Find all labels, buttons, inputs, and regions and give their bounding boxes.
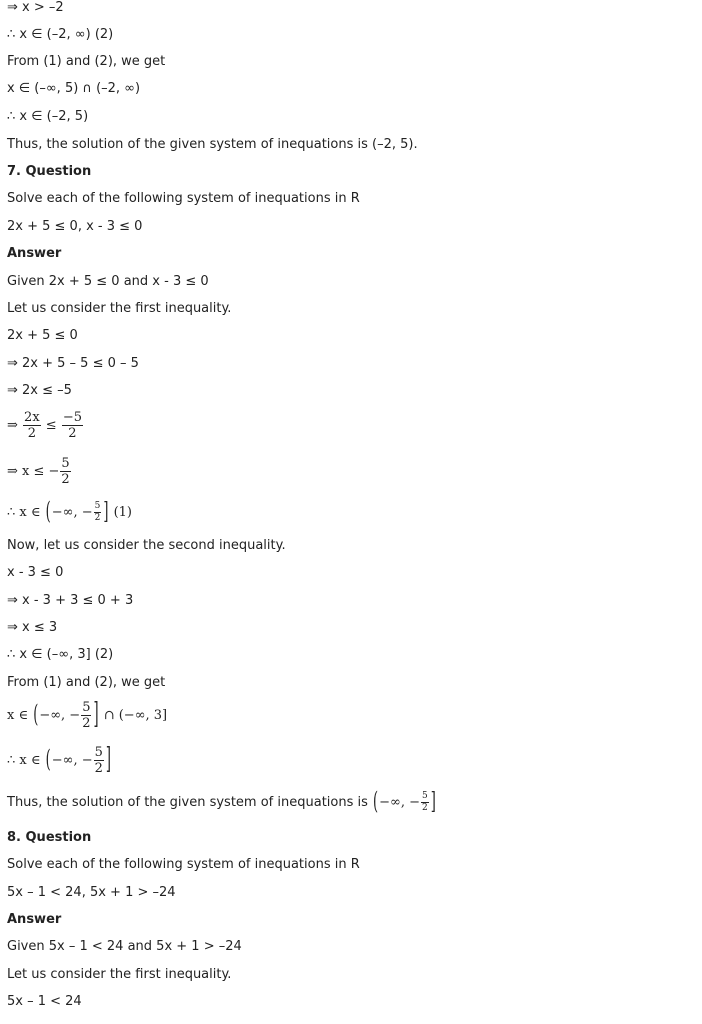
step-line: 5x – 1 < 24 (7, 994, 82, 1009)
conclusion-line: Thus, the solution of the given system of inequations is (−∞, − $\frac{5}{2}$ ] (7, 788, 436, 817)
arrow-symbol: ⇒ (7, 418, 18, 433)
answer-label: Answer (7, 912, 62, 927)
step-line: ⇒ 2x ≤ –5 (7, 383, 72, 398)
step-line: From (1) and (2), we get (7, 675, 166, 690)
step-line: ⇒ 2x + 5 – 5 ≤ 0 – 5 (7, 356, 139, 371)
answer-label: Answer (7, 246, 62, 261)
question-heading: 8. Question (7, 830, 92, 845)
step-line: ⇒ x ≤ 3 (7, 620, 58, 635)
step-line: ⇒ x > –2 (7, 0, 64, 15)
fraction: $\frac{5}{2}$ (94, 745, 103, 776)
step-line: Now, let us consider the second inequality. (7, 538, 286, 553)
step-line: From (1) and (2), we get (7, 54, 166, 69)
step-line: Let us consider the first inequality. (7, 301, 232, 316)
interval-step: ∴ x ∈ (−∞, − $\frac{5}{2}$ ] (7, 744, 111, 777)
question-heading: 7. Question (7, 164, 92, 179)
relation-symbol: ≤ (45, 418, 57, 433)
fraction: $\frac{5}{2}$ (422, 791, 428, 813)
step-line: ⇒ x - 3 + 3 ≤ 0 + 3 (7, 593, 134, 608)
intersection-step: x ∈ (−∞, − $\frac{5}{2}$ ] ∩ (−∞, 3] (7, 699, 168, 732)
step-line: ∴ x ∈ (–2, ∞) (2) (7, 27, 114, 42)
fraction-step: ⇒ x ≤ − $\frac{5}{2}$ (7, 456, 70, 487)
step-line: ∴ x ∈ (–2, 5) (7, 109, 89, 124)
interval-step: ∴ x ∈ (−∞, − $\frac{5}{2}$ ] (1) (7, 498, 132, 527)
step-line: Let us consider the first inequality. (7, 967, 232, 982)
fraction-step (7, 411, 84, 440)
question-prompt: Solve each of the following system of inequations in R (7, 857, 360, 872)
question-system: 5x – 1 < 24, 5x + 1 > –24 (7, 885, 176, 900)
step-line: x ∈ (–∞, 5) ∩ (–2, ∞) (7, 81, 141, 96)
fraction: $\frac{5}{2}$ (82, 700, 91, 731)
conclusion-line: Thus, the solution of the given system of inequations is (–2, 5). (7, 137, 418, 152)
given-line: Given 5x – 1 < 24 and 5x + 1 > –24 (7, 939, 242, 954)
given-line: Given 2x + 5 ≤ 0 and x - 3 ≤ 0 (7, 274, 209, 289)
step-line: 2x + 5 ≤ 0 (7, 328, 78, 343)
question-prompt: Solve each of the following system of inequations in R (7, 191, 360, 206)
fraction: $\frac{2x}{2}$ (24, 410, 40, 441)
step-line: ∴ x ∈ (–∞, 3] (2) (7, 647, 114, 662)
fraction: $\frac{5}{2}$ (61, 456, 70, 487)
step-line: x - 3 ≤ 0 (7, 565, 64, 580)
fraction: $\frac{5}{2}$ (94, 501, 101, 523)
question-system: 2x + 5 ≤ 0, x - 3 ≤ 0 (7, 219, 143, 234)
fraction: $\frac{-5}{2}$ (62, 410, 83, 441)
